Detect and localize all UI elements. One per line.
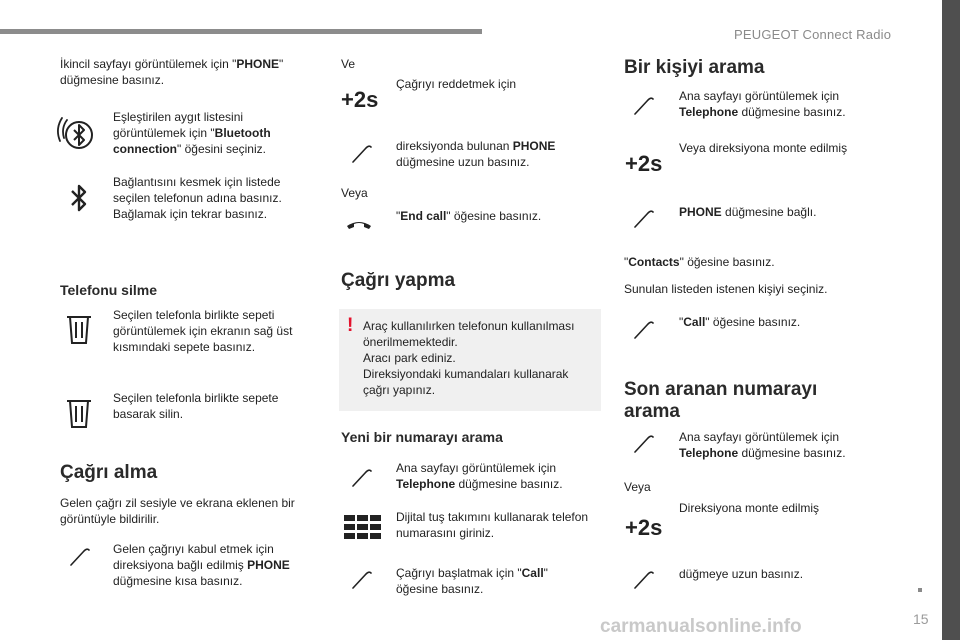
recent-step1-text: Ana sayfayı görüntülemek için Telephone düğmesine basınız.	[679, 430, 846, 460]
receive-call-text: Gelen çağrı zil sesiyle ve ekrana eklenen bir görüntüyle bildirilir.	[60, 496, 295, 526]
nn-step3-text: Çağrıyı başlatmak için "Call" öğesine basınız.	[396, 566, 548, 596]
long-press-text: direksiyonda bulunan PHONE düğmesine uzun basınız.	[396, 139, 556, 169]
call-contact-heading: Bir kişiyi arama	[624, 57, 765, 78]
press-2s-text: +2s	[625, 151, 663, 176]
nn-step1-text: Ana sayfayı görüntülemek için Telephone düğmesine basınız.	[396, 461, 563, 491]
press-2s-text: +2s	[341, 87, 379, 112]
receive-call-heading: Çağrı alma	[60, 462, 158, 483]
finger-touch-icon	[348, 466, 376, 492]
finger-touch-icon	[630, 207, 658, 233]
delete-phone-heading: Telefonu silme	[60, 282, 157, 298]
bluetooth-icon	[68, 182, 90, 214]
bluetooth-touch-icon	[57, 113, 101, 157]
watermark-text: carmanualsonline.info	[600, 616, 802, 637]
finger-touch-icon	[630, 318, 658, 344]
or-label: Veya	[341, 186, 368, 200]
trash-icon	[64, 314, 94, 346]
finger-touch-icon	[66, 545, 94, 571]
press-2s-text: +2s	[625, 515, 663, 540]
recent-number-heading: Son aranan numarayı arama	[624, 379, 818, 422]
call-contact-text: "Call" öğesine basınız.	[679, 315, 801, 329]
finger-touch-icon	[348, 142, 376, 168]
finger-touch-icon	[630, 94, 658, 120]
press-2s-icon	[340, 84, 384, 114]
contacts-text: "Contacts" öğesine basınız.	[624, 255, 775, 269]
bt-list-text: Eşleştirilen aygıt listesini görüntülemek için "Bluetooth connection" öğesini seçiniz.	[113, 110, 271, 156]
recent-step3-text: düğmeye uzun basınız.	[679, 567, 804, 581]
recent-step2-text: Direksiyona monte edilmiş	[679, 501, 820, 515]
receive-step-text: Gelen çağrıyı kabul etmek için direksiyona bağlı edilmiş PHONE düğmesine kısa basınız.	[113, 542, 290, 588]
end-call-text: "End call" öğesine basınız.	[396, 209, 542, 223]
header-bar	[0, 29, 482, 34]
finger-touch-icon	[630, 568, 658, 594]
reject-text: Çağrıyı reddetmek için	[396, 77, 517, 91]
hang-up-icon	[345, 218, 373, 230]
bt-disconnect-text: Bağlantısını kesmek için listede seçilen telefonun adına basınız. Bağlamak için tekrar basınız.	[113, 175, 282, 221]
new-number-heading: Yeni bir numarayı arama	[341, 429, 503, 445]
and-label: Ve	[341, 57, 356, 71]
delete-step2-text: Seçilen telefonla birlikte sepete basarak silin.	[113, 391, 279, 421]
keypad-icon	[343, 514, 383, 542]
select-contact-text: Sunulan listeden istenen kişiyi seçiniz.	[624, 282, 828, 296]
finger-touch-icon	[630, 432, 658, 458]
delete-step1-text: Seçilen telefonla birlikte sepeti görüntülemek için ekranın sağ üst kısmındaki sepete basınız.	[113, 308, 293, 354]
press-2s-icon	[624, 148, 668, 178]
contact-step2-text: Veya direksiyona monte edilmiş	[679, 141, 848, 155]
nn-step2-text: Dijital tuş takımını kullanarak telefon numarasını giriniz.	[396, 510, 589, 540]
page-edge-band	[942, 0, 960, 640]
make-call-heading: Çağrı yapma	[341, 270, 456, 291]
recent-or-label: Veya	[624, 480, 651, 494]
finger-touch-icon	[348, 568, 376, 594]
page-number: 15	[913, 611, 929, 627]
warning-text: Araç kullanılırken telefonun kullanılması önerilmemektedir. Aracı park ediniz. Direksiyondaki kumandaları kullanarak çağrı yapınız.	[363, 319, 575, 397]
brand-title: PEUGEOT Connect Radio	[734, 27, 892, 42]
contact-step1-text: Ana sayfayı görüntülemek için Telephone düğmesine basınız.	[679, 89, 846, 119]
trash-icon	[64, 398, 94, 430]
intro-text: İkincil sayfayı görüntülemek için "PHONE" düğmesine basınız.	[60, 57, 284, 87]
contact-step3-text: PHONE düğmesine bağlı.	[679, 205, 817, 219]
warning-box	[339, 309, 601, 411]
page-dot	[918, 588, 922, 592]
warning-icon: !	[347, 315, 354, 336]
press-2s-icon	[624, 512, 668, 542]
